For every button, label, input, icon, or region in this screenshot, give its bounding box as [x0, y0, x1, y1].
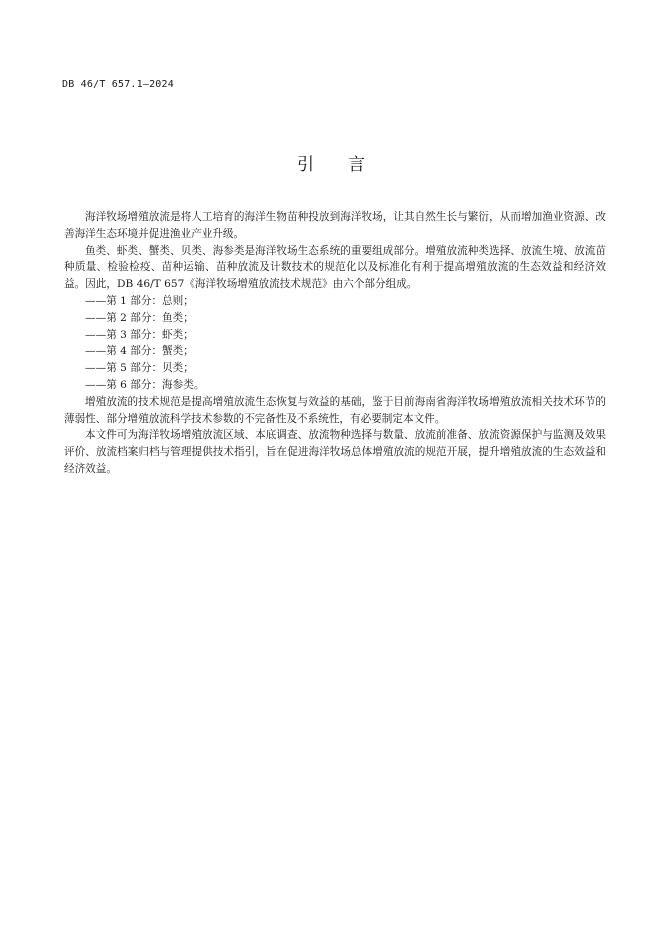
introduction-body — [64, 209, 606, 478]
page-title — [0, 150, 662, 175]
paragraph-2: 鱼类、虾类、蟹类、贝类、海参类是海洋牧场生态系统的重要组成部分。增殖放流种类选择、放流生境、放流苗种质量、检验检疫、苗种运输、苗种放流及计数技术的规范化以及标准化有利于提高增殖放流的生态效益和经济效益。因此，DB 46/T 657《海洋牧场增殖放流技术规范》由六个部分组成。 — [64, 244, 606, 291]
part-list-item-5: ——第 5 部分：贝类； — [85, 362, 194, 375]
part-list-item-3: ——第 3 部分：虾类； — [85, 328, 194, 341]
title-char-2: 言 — [348, 155, 365, 175]
document-code: DB 46/T 657.1—2024 — [62, 79, 174, 90]
part-list-item-6: ——第 6 部分：海参类。 — [85, 378, 205, 391]
paragraph-1: 海洋牧场增殖放流是将人工培育的海洋生物苗种投放到海洋牧场，让其自然生长与繁衍，从而增加渔业资源、改善海洋生态环境并促进渔业产业升级。 — [64, 211, 606, 240]
part-list-item-4: ——第 4 部分：蟹类； — [85, 345, 194, 358]
title-char-1: 引 — [297, 155, 314, 175]
paragraph-3: 增殖放流的技术规范是提高增殖放流生态恢复与效益的基础，鉴于目前海南省海洋牧场增殖放流相关技术环节的薄弱性、部分增殖放流科学技术参数的不完备性及不系统性，有必要制定本文件。 — [64, 395, 606, 425]
paragraph-4: 本文件可为海洋牧场增殖放流区域、本底调查、放流物种选择与数量、放流前准备、放流资源保护与监测及效果评价、放流档案归档与管理提供技术指引，旨在促进海洋牧场总体增殖放流的规范开展，提升增殖放流的生态效益和经济效益。 — [64, 429, 606, 475]
part-list-item-1: ——第 1 部分：总则； — [85, 294, 194, 307]
part-list-item-2: ——第 2 部分：鱼类； — [85, 311, 194, 324]
